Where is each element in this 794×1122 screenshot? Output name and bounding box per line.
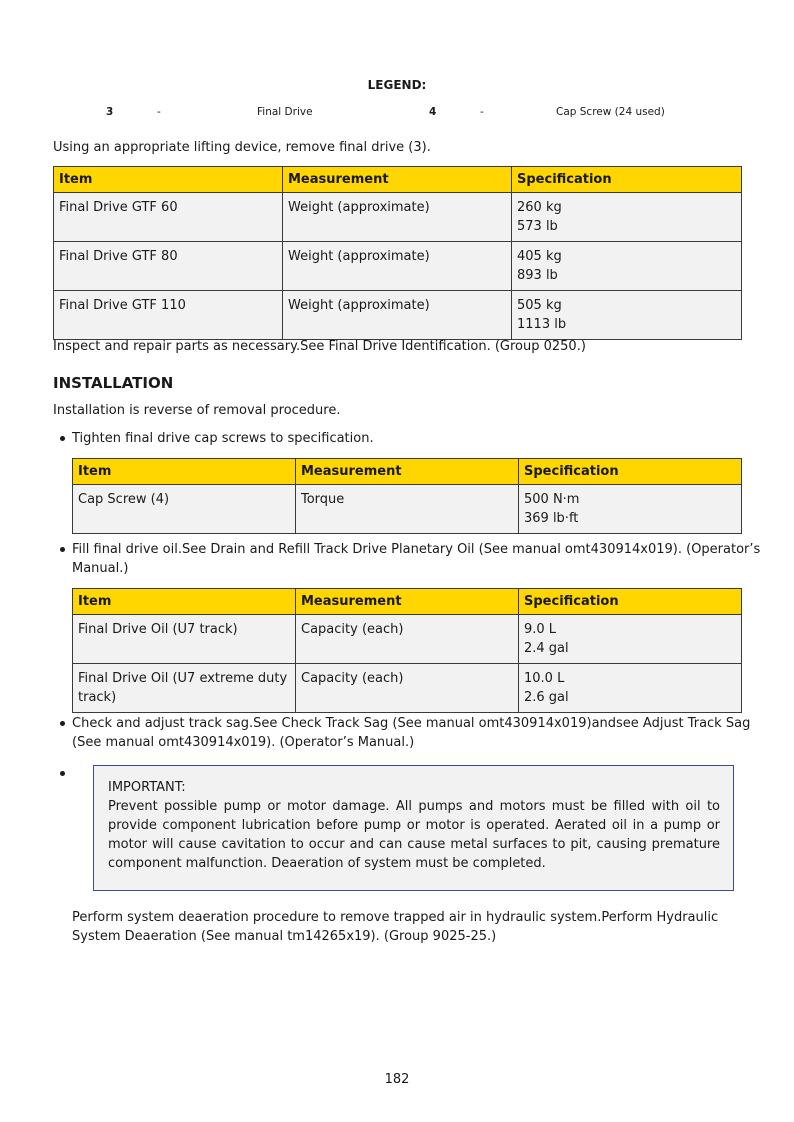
legend-dash: - bbox=[480, 106, 484, 118]
bullet-text: Tighten final drive cap screws to specification. bbox=[72, 431, 374, 446]
header-specification: Specification bbox=[512, 167, 742, 193]
cell-specification bbox=[519, 664, 742, 713]
step-inspect-parts: Inspect and repair parts as necessary.See Final Drive Identification. (Group 0250.) bbox=[53, 339, 586, 354]
item-line: Final Drive Oil (U7 extreme duty bbox=[78, 671, 288, 686]
legend-dash: - bbox=[157, 106, 161, 118]
important-notice-box bbox=[93, 765, 734, 891]
spec-imperial: 1113 lb bbox=[517, 317, 567, 332]
bullet-text-line: Manual.) bbox=[72, 561, 129, 576]
bullet-text-line: (See manual omt430914x019). (Operator’s Manual.) bbox=[72, 735, 415, 750]
important-text: Prevent possible pump or motor damage. All pumps and motors must be filled with oil to provide component lubrication before pump or motor is operated. Aerated oil in a pump or motor will cause cavitation to occur and can cause metal surfaces to pit, causing premature component malfunction. Deaeration of system must be completed. bbox=[108, 799, 720, 871]
cell-specification bbox=[512, 242, 742, 291]
header-measurement: Measurement bbox=[283, 167, 512, 193]
bullet-tighten-cap-screws bbox=[72, 429, 374, 448]
cell-item: Final Drive GTF 110 bbox=[54, 291, 283, 340]
cell-measurement: Torque bbox=[296, 485, 519, 534]
header-measurement: Measurement bbox=[296, 589, 519, 615]
important-title: IMPORTANT: bbox=[108, 780, 186, 795]
table-row bbox=[54, 193, 742, 242]
spec-table-oil-capacity bbox=[72, 588, 742, 713]
bullet-fill-final-drive-oil bbox=[72, 540, 760, 578]
deaeration-line: Perform system deaeration procedure to remove trapped air in hydraulic system.Perform Hydraulic bbox=[72, 910, 719, 925]
cell-specification bbox=[512, 193, 742, 242]
header-specification: Specification bbox=[519, 589, 742, 615]
spec-metric: 260 kg bbox=[517, 200, 562, 215]
legend-item-label: Final Drive bbox=[257, 106, 313, 118]
spec-metric: 9.0 L bbox=[524, 622, 557, 637]
header-item: Item bbox=[73, 589, 296, 615]
spec-imperial: 369 lb·ft bbox=[524, 511, 579, 526]
spec-imperial: 2.6 gal bbox=[524, 690, 569, 705]
legend-item-number: 3 bbox=[106, 106, 114, 118]
cell-measurement: Capacity (each) bbox=[296, 664, 519, 713]
cell-item: Cap Screw (4) bbox=[73, 485, 296, 534]
spec-metric: 505 kg bbox=[517, 298, 562, 313]
spec-imperial: 573 lb bbox=[517, 219, 558, 234]
cell-specification bbox=[519, 485, 742, 534]
bullet-dot bbox=[60, 771, 65, 776]
table-row bbox=[73, 615, 742, 664]
spec-metric: 405 kg bbox=[517, 249, 562, 264]
item-line: track) bbox=[78, 690, 117, 705]
cell-specification bbox=[519, 615, 742, 664]
cell-measurement: Weight (approximate) bbox=[283, 242, 512, 291]
table-row bbox=[73, 485, 742, 534]
table-header-row bbox=[73, 589, 742, 615]
bullet-text-line: Check and adjust track sag.See Check Track Sag (See manual omt430914x019)andsee Adjust Track Sag bbox=[72, 716, 751, 731]
table-row bbox=[54, 242, 742, 291]
header-measurement: Measurement bbox=[296, 459, 519, 485]
spec-imperial: 893 lb bbox=[517, 268, 558, 283]
bullet-dot bbox=[60, 436, 65, 441]
table-row bbox=[73, 664, 742, 713]
spec-imperial: 2.4 gal bbox=[524, 641, 569, 656]
deaeration-step bbox=[72, 908, 718, 946]
deaeration-line: System Deaeration (See manual tm14265x19). (Group 9025-25.) bbox=[72, 929, 497, 944]
legend-item-label: Cap Screw (24 used) bbox=[556, 106, 665, 118]
bullet-text-line: Fill final drive oil.See Drain and Refill Track Drive Planetary Oil (See manual omt430914x019). (Operator’s bbox=[72, 542, 761, 557]
cell-item bbox=[73, 615, 296, 664]
legend-item-number: 4 bbox=[429, 106, 437, 118]
page-number: 182 bbox=[384, 1072, 410, 1087]
header-item: Item bbox=[73, 459, 296, 485]
spec-table-weights bbox=[53, 166, 742, 340]
table-header-row bbox=[73, 459, 742, 485]
cell-measurement: Weight (approximate) bbox=[283, 291, 512, 340]
legend-title: LEGEND: bbox=[367, 78, 427, 92]
cell-measurement: Capacity (each) bbox=[296, 615, 519, 664]
cell-measurement: Weight (approximate) bbox=[283, 193, 512, 242]
item-line: Final Drive Oil (U7 track) bbox=[78, 622, 238, 637]
legend-row bbox=[0, 106, 794, 120]
header-specification: Specification bbox=[519, 459, 742, 485]
spec-table-torque bbox=[72, 458, 742, 534]
header-item: Item bbox=[54, 167, 283, 193]
bullet-dot bbox=[60, 547, 65, 552]
table-row bbox=[54, 291, 742, 340]
spec-metric: 500 N·m bbox=[524, 492, 580, 507]
cell-item: Final Drive GTF 60 bbox=[54, 193, 283, 242]
cell-item: Final Drive GTF 80 bbox=[54, 242, 283, 291]
bullet-dot bbox=[60, 721, 65, 726]
step-remove-final-drive: Using an appropriate lifting device, remove final drive (3). bbox=[53, 140, 431, 155]
spec-metric: 10.0 L bbox=[524, 671, 565, 686]
table-header-row bbox=[54, 167, 742, 193]
bullet-check-track-sag bbox=[72, 714, 750, 752]
cell-item bbox=[73, 664, 296, 713]
installation-intro: Installation is reverse of removal procedure. bbox=[53, 403, 341, 418]
section-heading: INSTALLATION bbox=[53, 374, 174, 392]
cell-specification bbox=[512, 291, 742, 340]
